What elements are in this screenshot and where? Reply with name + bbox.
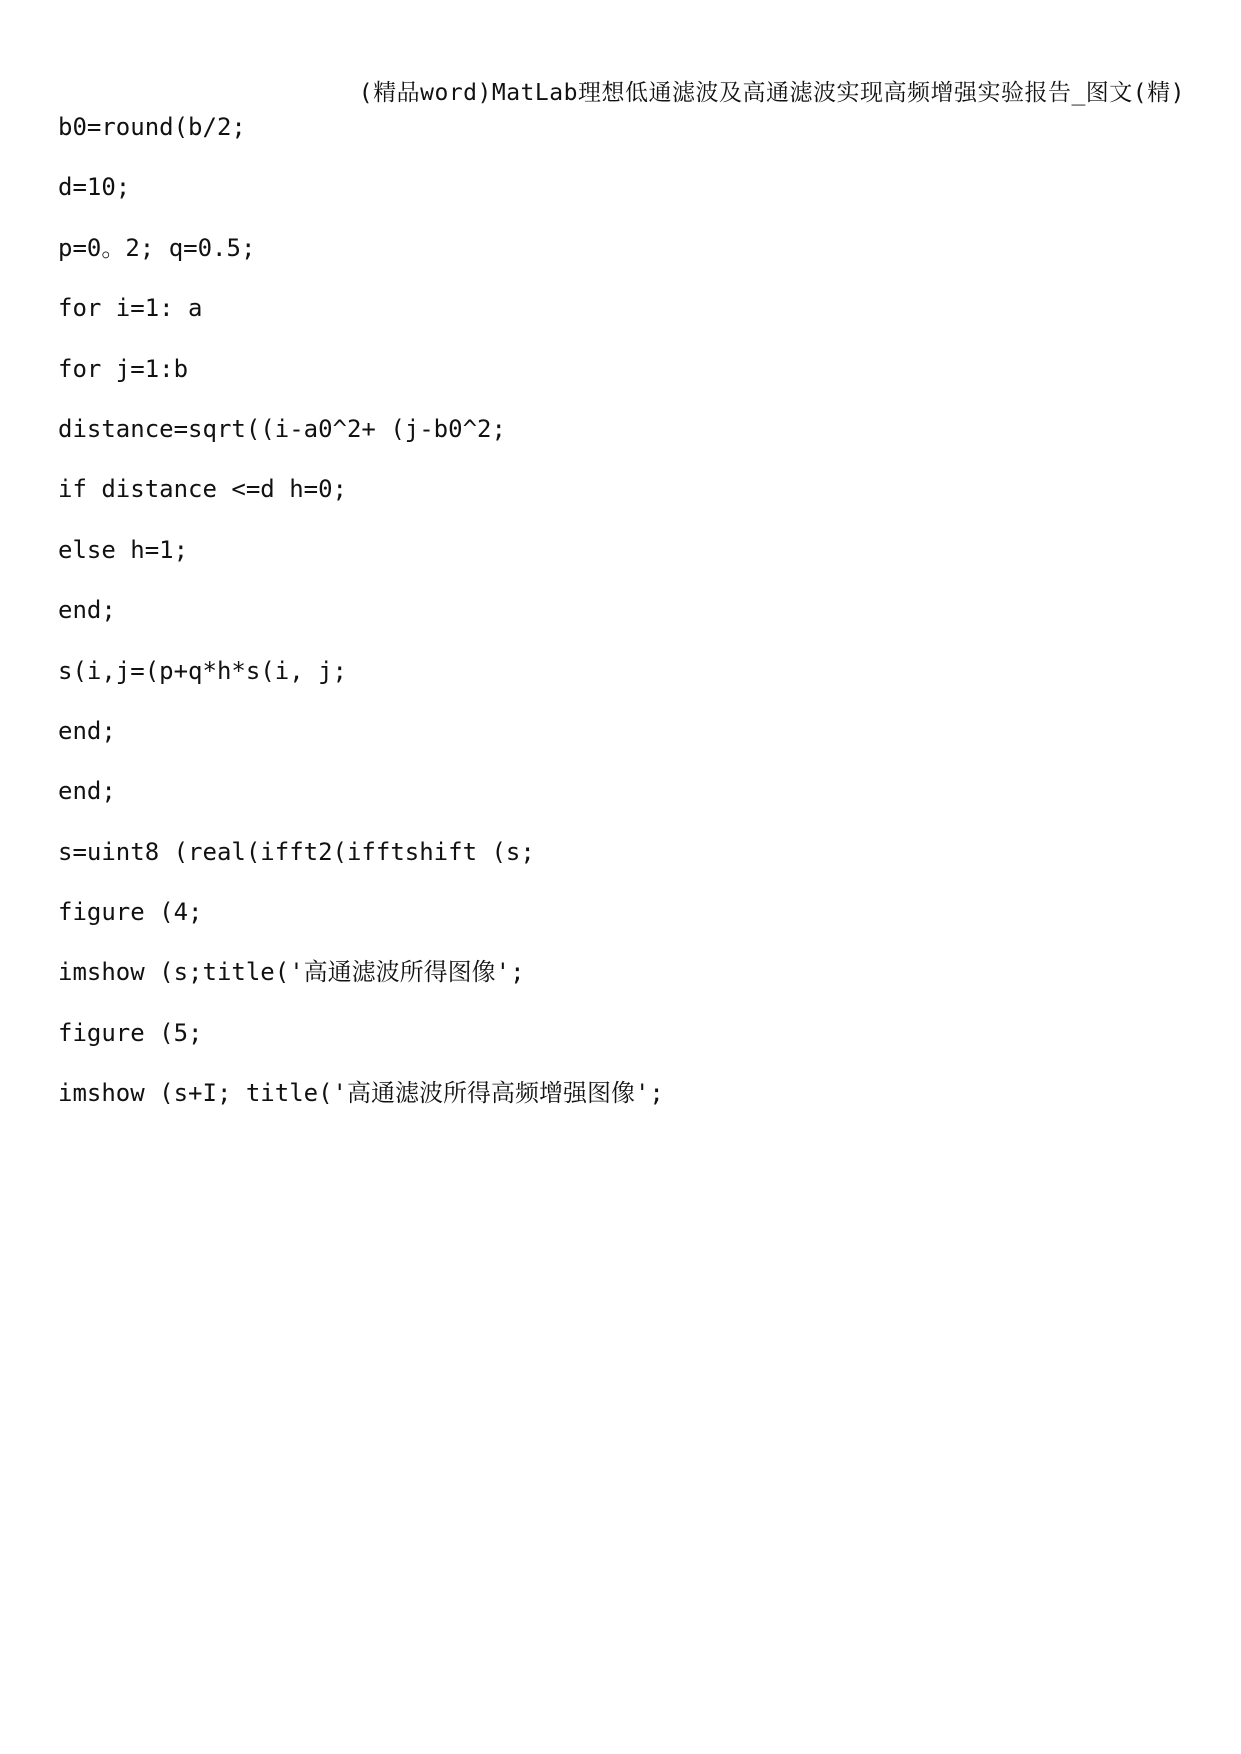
code-listing: [58, 102, 664, 1129]
code-line: end;: [58, 716, 116, 745]
page-header: (精品word)MatLab理想低通滤波及高通滤波实现高频增强实验报告_图文(精): [358, 80, 1185, 106]
code-line: d=10;: [58, 173, 131, 202]
code-line: imshow (s;title('高通滤波所得图像';: [58, 958, 525, 987]
code-line: distance=sqrt((i-a0^2+ (j-b0^2;: [58, 414, 506, 443]
code-line: figure (4;: [58, 898, 203, 927]
code-line: imshow (s+I; title('高通滤波所得高频增强图像';: [58, 1079, 664, 1108]
code-line: b0=round(b/2;: [58, 113, 246, 141]
code-line: p=0。2; q=0.5;: [58, 233, 256, 262]
code-line: for i=1: a: [58, 294, 203, 323]
code-line: s=uint8 (real(ifft2(ifftshift (s;: [58, 837, 535, 866]
code-line: end;: [58, 596, 116, 625]
code-line: s(i,j=(p+q*h*s(i, j;: [58, 656, 347, 685]
code-line: if distance <=d h=0;: [58, 475, 347, 504]
code-line: else h=1;: [58, 535, 189, 564]
code-line: end;: [58, 777, 116, 806]
code-line: figure (5;: [58, 1018, 203, 1047]
code-line: for j=1:b: [58, 354, 189, 383]
